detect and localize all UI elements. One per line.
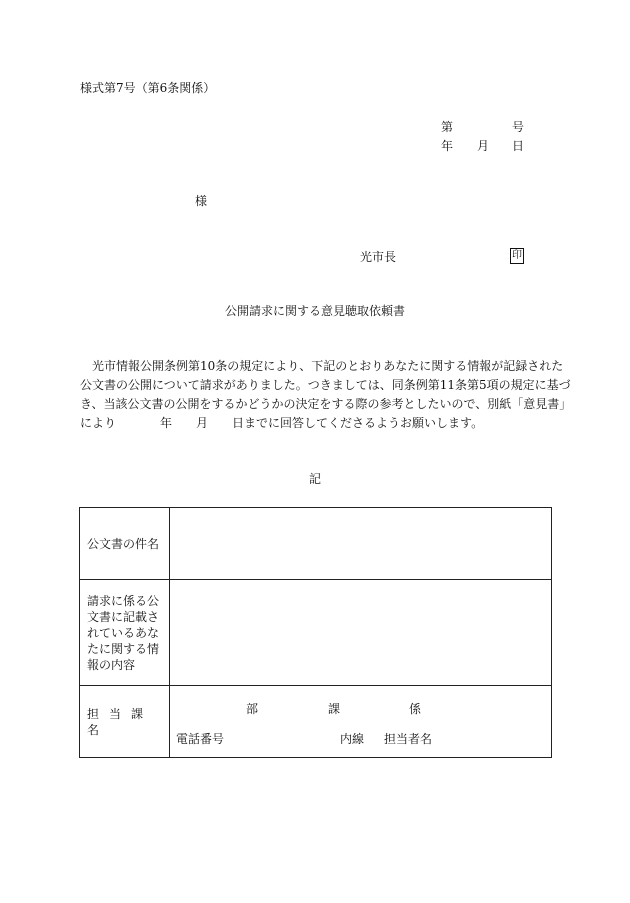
phone-number-label: 電話番号 xyxy=(176,732,225,746)
document-number-suffix: 号 xyxy=(512,120,525,134)
body-line-3: き、当該公文書の公開をするかどうかの決定をする際の参考としたいので、別紙「意見書」 xyxy=(80,397,572,411)
related-info-label-line: 請求に係る公 xyxy=(87,593,160,608)
request-body-text xyxy=(80,357,572,433)
table-row xyxy=(80,580,552,686)
extension-label: 内線 xyxy=(340,732,365,746)
date-day-label: 日 xyxy=(512,139,525,153)
table-row xyxy=(80,508,552,580)
seal-mark: 印 xyxy=(510,248,524,264)
document-subject-label: 公文書の件名 xyxy=(80,508,170,580)
responsible-section-label: 担当課名 xyxy=(80,686,170,758)
date-year-label: 年 xyxy=(441,139,454,153)
body-line-4 xyxy=(80,414,552,433)
person-in-charge-label: 担当者名 xyxy=(384,732,433,746)
request-info-table xyxy=(79,507,552,758)
subsection-label: 係 xyxy=(409,702,422,716)
document-number-prefix: 第 xyxy=(441,120,454,134)
reply-month-label: 月 xyxy=(196,416,209,430)
date-month-label: 月 xyxy=(477,139,490,153)
document-subject-field[interactable] xyxy=(170,508,552,580)
reply-year-label: 年 xyxy=(160,416,173,430)
table-row xyxy=(80,686,552,758)
related-info-label-line: 報の内容 xyxy=(87,657,136,672)
department-line xyxy=(170,700,551,714)
body-line-4-part2: 日までに回答してくださるようお願いします。 xyxy=(232,416,484,430)
ki-notation: 記 xyxy=(308,472,321,486)
related-info-label-line: たに関する情 xyxy=(87,641,160,656)
body-line-2: 公文書の公開について請求がありました。つきましては、同条例第11条第5項の規定に基づ xyxy=(80,378,571,392)
related-info-label xyxy=(80,580,170,686)
related-info-label-line: れているあな xyxy=(87,625,160,640)
sender-name: 光市長 xyxy=(360,250,397,264)
form-number: 様式第7号（第6条関係） xyxy=(80,81,216,95)
body-line-4-part1: により xyxy=(80,416,117,430)
department-label: 部 xyxy=(246,702,259,716)
addressee-honorific: 様 xyxy=(195,194,208,208)
section-label: 課 xyxy=(328,702,341,716)
document-title: 公開請求に関する意見聴取依頼書 xyxy=(224,304,405,318)
related-info-label-line: 文書に記載さ xyxy=(87,609,160,624)
responsible-section-field[interactable] xyxy=(170,686,552,758)
related-info-field[interactable] xyxy=(170,580,552,686)
contact-line xyxy=(170,730,551,744)
body-line-1: 光市情報公開条例第10条の規定により、下記のとおりあなたに関する情報が記録された xyxy=(92,359,564,373)
